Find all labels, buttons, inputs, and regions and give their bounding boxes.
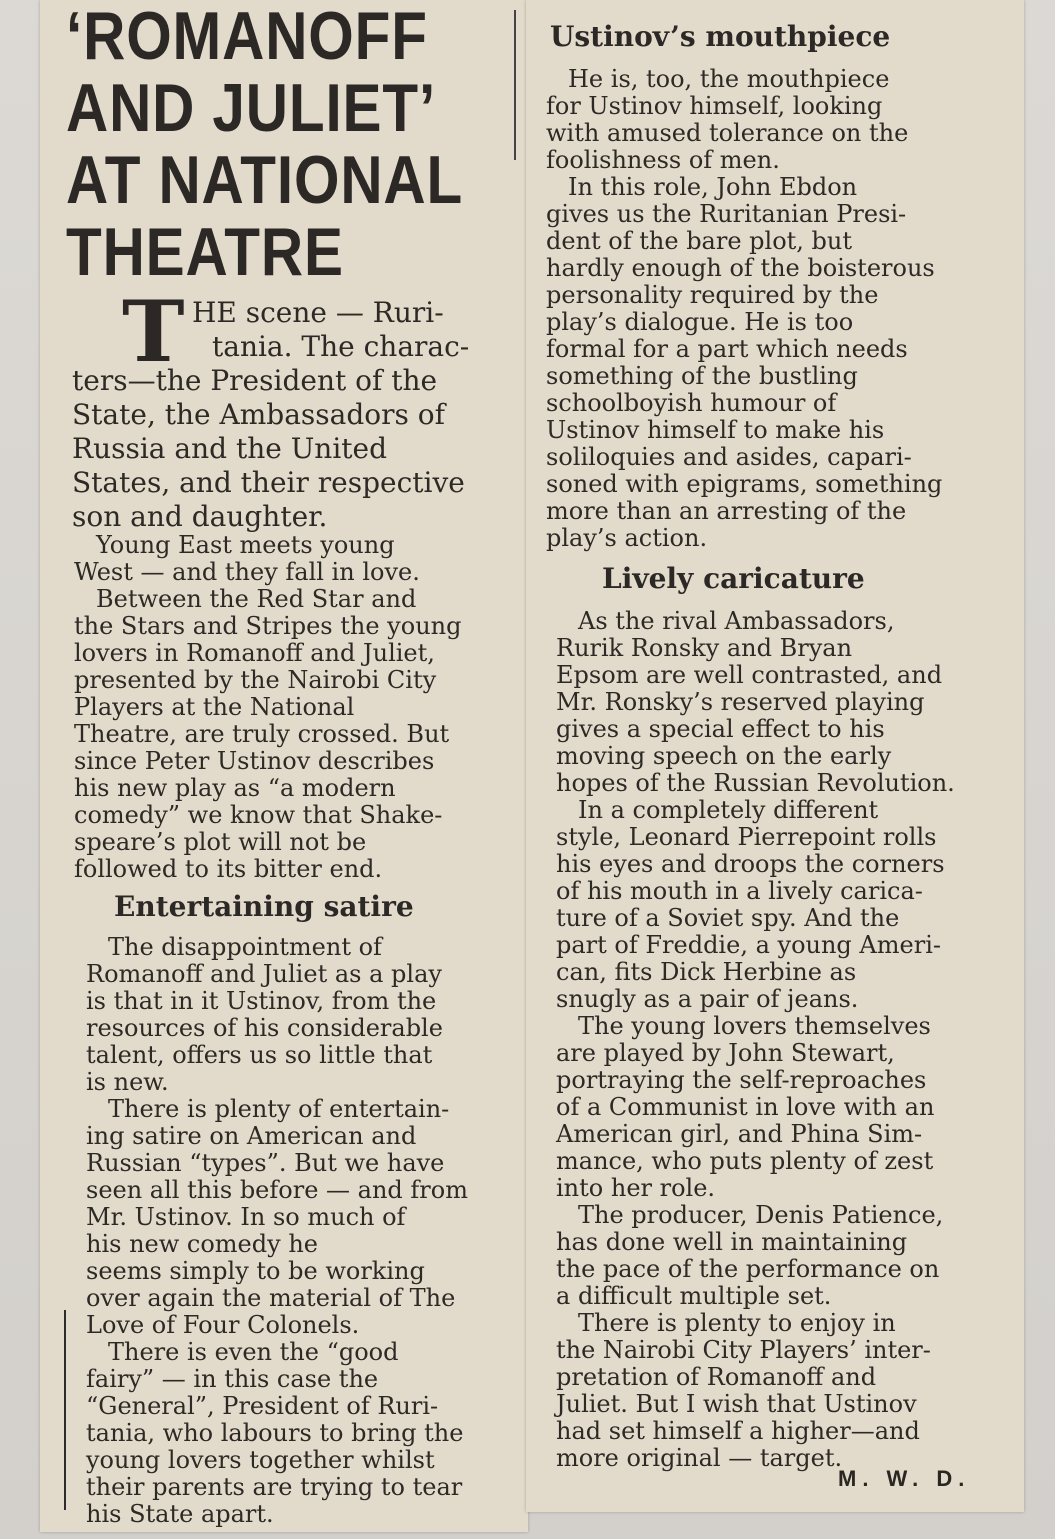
text-line: is new.	[86, 1068, 169, 1096]
text-line: followed to its bitter end.	[74, 855, 383, 883]
text-line: There is plenty to enjoy in	[578, 1309, 896, 1337]
text-line: are played by John Stewart,	[556, 1039, 895, 1067]
text-line: over again the material of The	[86, 1284, 456, 1312]
text-line: since Peter Ustinov describes	[74, 747, 435, 775]
lead-line: States, and their respective	[72, 466, 465, 499]
text-line: more original — target.	[556, 1444, 843, 1472]
text-line: seems simply to be working	[86, 1257, 425, 1285]
headline	[66, 0, 464, 290]
text-line: There is plenty of entertain-	[108, 1095, 450, 1123]
text-line: The young lovers themselves	[578, 1012, 931, 1040]
subhead-entertaining-satire: Entertaining satire	[114, 890, 414, 923]
lead-paragraph	[72, 296, 496, 534]
text-line: more than an arresting of the	[546, 497, 907, 525]
text-line: Between the Red Star and	[96, 585, 417, 613]
text-line: gives a special effect to his	[556, 715, 885, 743]
text-line: American girl, and Phina Sim-	[556, 1120, 923, 1148]
text-line: The producer, Denis Patience,	[578, 1201, 944, 1229]
text-line: into her role.	[556, 1174, 716, 1202]
text-line: Mr. Ronsky’s reserved playing	[556, 688, 925, 716]
text-line: a difficult multiple set.	[556, 1282, 832, 1310]
text-line: the pace of the performance on	[556, 1255, 940, 1283]
text-line: In this role, John Ebdon	[568, 173, 858, 201]
right-body-text-2	[556, 608, 1000, 1472]
text-line: comedy” we know that Shake-	[74, 801, 443, 829]
text-line: ing satire on American and	[86, 1122, 417, 1150]
text-line: of his mouth in a lively carica-	[556, 877, 923, 905]
text-line: for Ustinov himself, looking	[546, 92, 883, 120]
lead-line: ters—the President of the	[72, 364, 438, 397]
text-line: something of the bustling	[546, 362, 858, 390]
author-signature: M. W. D.	[838, 1466, 971, 1491]
text-line: tania, who labours to bring the	[86, 1419, 464, 1447]
text-line: Russian “types”. But we have	[86, 1149, 445, 1177]
text-line: Romanoff and Juliet as a play	[86, 960, 442, 988]
text-line: play’s action.	[546, 524, 708, 552]
text-line: the Nairobi City Players’ inter-	[556, 1336, 931, 1364]
text-line: Mr. Ustinov. In so much of	[86, 1203, 406, 1231]
left-body-text-2	[86, 934, 504, 1528]
text-line: speare’s plot will not be	[74, 828, 367, 856]
text-line: Love of Four Colonels.	[86, 1311, 360, 1339]
lead-line: HE scene — Ruri-	[192, 296, 444, 329]
text-line: the Stars and Stripes the young	[74, 612, 462, 640]
left-body-text-1	[74, 532, 496, 883]
text-line: hopes of the Russian Revolution.	[556, 769, 955, 797]
text-line: talent, offers us so little that	[86, 1041, 433, 1069]
headline-line: THEATRE	[66, 214, 344, 290]
text-line: ture of a Soviet spy. And the	[556, 904, 900, 932]
text-line: soliloquies and asides, capari-	[546, 443, 912, 471]
text-line: presented by the Nairobi City	[74, 666, 437, 694]
text-line: style, Leonard Pierrepoint rolls	[556, 823, 937, 851]
text-line: foolishness of men.	[546, 146, 780, 174]
text-line: soned with epigrams, something	[546, 470, 943, 498]
text-line: schoolboyish humour of	[546, 389, 837, 417]
text-line: In a completely different	[578, 796, 879, 824]
text-line: part of Freddie, a young Ameri-	[556, 931, 941, 959]
text-line: Rurik Ronsky and Bryan	[556, 634, 853, 662]
text-line: formal for a part which needs	[546, 335, 908, 363]
text-line: fairy” — in this case the	[86, 1365, 379, 1393]
text-line: his new play as “a modern	[74, 774, 396, 802]
subhead-ustinovs-mouthpiece: Ustinov’s mouthpiece	[550, 20, 891, 53]
headline-line: AT NATIONAL	[66, 142, 464, 218]
subhead-lively-caricature: Lively caricature	[602, 562, 865, 595]
headline-line: ‘ROMANOFF	[66, 0, 428, 74]
text-line: lovers in Romanoff and Juliet,	[74, 639, 435, 667]
lead-line: Russia and the United	[72, 432, 388, 465]
lead-line: State, the Ambassadors of	[72, 398, 445, 431]
text-line: had set himself a higher—and	[556, 1417, 920, 1445]
text-line: There is even the “good	[108, 1338, 399, 1366]
text-line: gives us the Ruritanian Presi-	[546, 200, 907, 228]
text-line: seen all this before — and from	[86, 1176, 468, 1204]
text-line: “General”, President of Ruri-	[86, 1392, 439, 1420]
text-line: is that in it Ustinov, from the	[86, 987, 437, 1015]
text-line: his State apart.	[86, 1500, 274, 1528]
text-line: As the rival Ambassadors,	[578, 607, 895, 635]
text-line: snugly as a pair of jeans.	[556, 985, 859, 1013]
text-line: pretation of Romanoff and	[556, 1363, 877, 1391]
headline-line: AND JULIET’	[66, 70, 437, 146]
lead-line: tania. The charac-	[212, 330, 470, 363]
text-line: Ustinov himself to make his	[546, 416, 885, 444]
text-line: can, fits Dick Herbine as	[556, 958, 857, 986]
text-line: has done well in maintaining	[556, 1228, 908, 1256]
text-line: Theatre, are truly crossed. But	[74, 720, 450, 748]
text-line: West — and they fall in love.	[74, 558, 420, 586]
column-rule	[514, 10, 516, 160]
lead-line: son and daughter.	[72, 500, 328, 533]
text-line: his new comedy he	[86, 1230, 318, 1258]
drop-cap: T	[122, 282, 185, 381]
text-line: of a Communist in love with an	[556, 1093, 935, 1121]
text-line: mance, who puts plenty of zest	[556, 1147, 934, 1175]
text-line: He is, too, the mouthpiece	[568, 65, 890, 93]
text-line: Players at the National	[74, 693, 355, 721]
text-line: Epsom are well contrasted, and	[556, 661, 943, 689]
text-line: resources of his considerable	[86, 1014, 443, 1042]
text-line: his eyes and droops the corners	[556, 850, 945, 878]
text-line: personality required by the	[546, 281, 879, 309]
text-line: Young East meets young	[96, 531, 395, 559]
text-line: moving speech on the early	[556, 742, 892, 770]
right-body-text-1	[546, 66, 992, 552]
text-line: portraying the self-reproaches	[556, 1066, 927, 1094]
clipping-edge-line	[64, 1310, 66, 1510]
text-line: young lovers together whilst	[86, 1446, 435, 1474]
text-line: play’s dialogue. He is too	[546, 308, 854, 336]
text-line: hardly enough of the boisterous	[546, 254, 935, 282]
text-line: The disappointment of	[108, 933, 382, 961]
text-line: with amused tolerance on the	[546, 119, 909, 147]
text-line: Juliet. But I wish that Ustinov	[556, 1390, 917, 1418]
text-line: dent of the bare plot, but	[546, 227, 853, 255]
text-line: their parents are trying to tear	[86, 1473, 463, 1501]
